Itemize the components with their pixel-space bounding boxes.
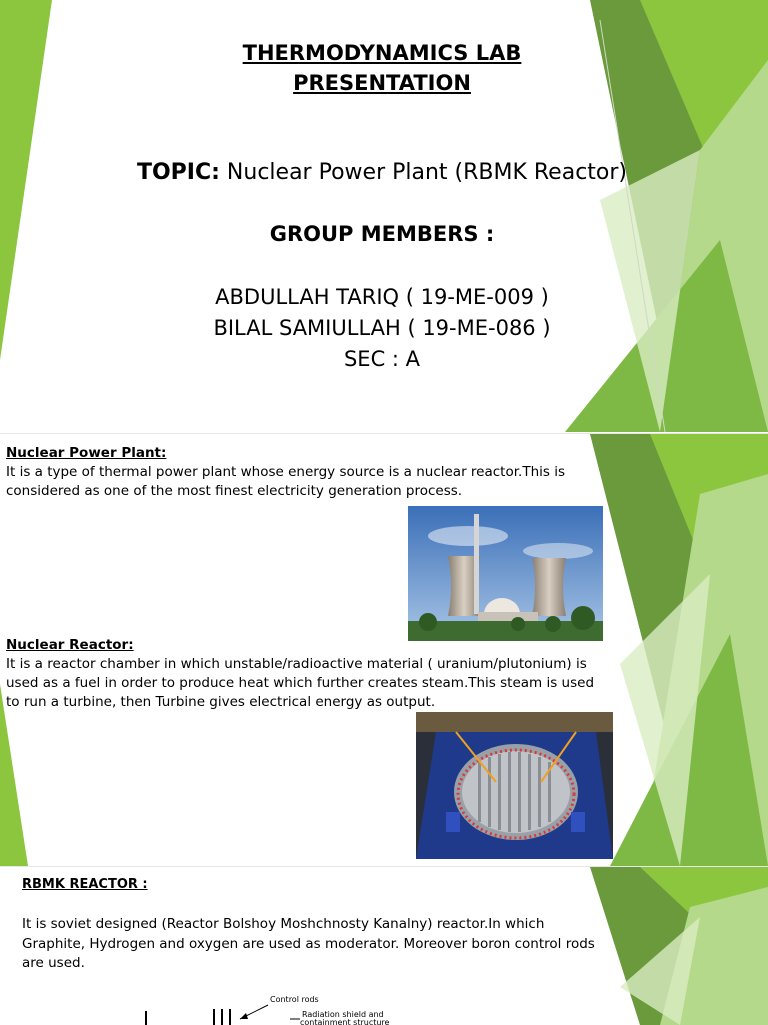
diagram-label: containment structure	[300, 1018, 390, 1025]
reactor-diagram	[140, 989, 400, 1025]
reactor-text: It is a reactor chamber in which unstable/radioactive material ( uranium/plutonium) is used as a fuel in order to produce heat which further creates steam.This steam is used to run a turbine, then Turbine gives electrical energy as output.	[6, 656, 595, 710]
member-item: BILAL SAMIULLAH ( 19-ME-086 )	[213, 316, 551, 340]
reactor-section	[6, 636, 606, 712]
member-item: ABDULLAH TARIQ ( 19-ME-009 )	[215, 285, 549, 309]
title-slide	[0, 0, 768, 432]
power-plant-photo	[408, 506, 603, 641]
title-line-1: THERMODYNAMICS LAB	[242, 41, 522, 65]
plant-section	[6, 444, 606, 501]
plant-text: It is a type of thermal power plant whose energy source is a nuclear reactor.This is considered as one of the most finest electricity generation process.	[6, 464, 565, 499]
plant-heading: Nuclear Power Plant:	[6, 445, 167, 461]
page-title	[150, 38, 614, 98]
diagram-label: Radiation shield and	[302, 1010, 384, 1019]
reactor-heading: Nuclear Reactor:	[6, 637, 134, 653]
info-slide	[0, 433, 768, 866]
reactor-core-photo	[416, 712, 613, 859]
diagram-label: Control rods	[270, 995, 319, 1004]
topic-text: Nuclear Power Plant (RBMK Reactor)	[219, 160, 628, 185]
section-label: SEC : A	[343, 347, 421, 371]
title-line-2: PRESENTATION	[293, 71, 471, 95]
left-green-shard	[0, 0, 52, 360]
members-list	[150, 282, 614, 375]
group-heading: GROUP MEMBERS :	[269, 222, 495, 246]
topic-line	[100, 160, 664, 185]
rbmk-text: It is soviet designed (Reactor Bolshoy Moshchnosty Kanalny) reactor.In which Graphite, Hydrogen and oxygen are used as moderator. Moreover boron control rods are used.	[22, 916, 595, 971]
rbmk-heading: RBMK REACTOR :	[22, 877, 148, 892]
topic-label: TOPIC:	[136, 160, 220, 185]
rbmk-slide	[0, 866, 768, 1025]
